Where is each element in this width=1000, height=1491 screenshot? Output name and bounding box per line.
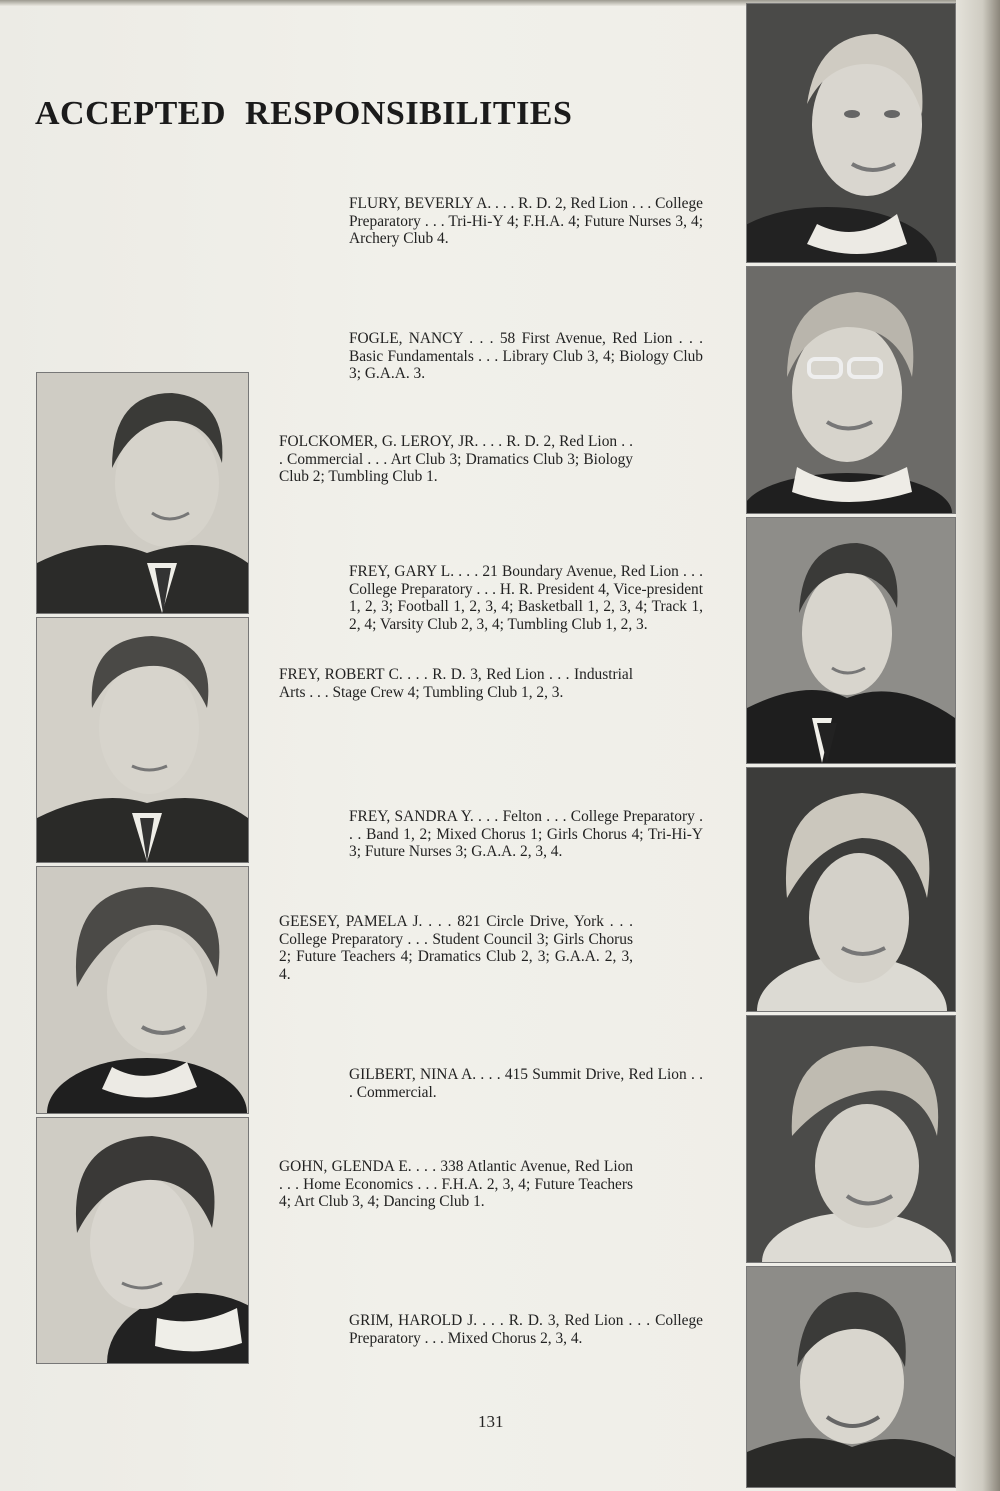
entry-gilbert: GILBERT, NINA A. . . . 415 Summit Drive, Red Lion . . . Commercial. bbox=[349, 1066, 703, 1101]
entry-frey-gary: FREY, GARY L. . . . 21 Boundary Avenue, Red Lion . . . College Preparatory . . . H. R. President 4, Vice-president 1, 2, 3; Football 1, 2, 3, 4; Basketball 1, 2, 3, 4; Track 1, 2, 4; Varsity Club 2, 3, 4; Tumbling Club 1, 2, 3. bbox=[349, 563, 703, 633]
entry-grim: GRIM, HAROLD J. . . . R. D. 3, Red Lion . . . College Preparatory . . . Mixed Chorus 2, 3, 4. bbox=[349, 1312, 703, 1347]
entry-geesey: GEESEY, PAMELA J. . . . 821 Circle Drive, York . . . College Preparatory . . . Student Council 3; Girls Chorus 2; Future Teachers 4; Dramatics Club 2, 3; G.A.A. 2, 3, 4. bbox=[279, 913, 633, 983]
page-heading: ACCEPTED RESPONSIBILITIES bbox=[35, 95, 573, 132]
entry-gohn: GOHN, GLENDA E. . . . 338 Atlantic Avenue, Red Lion . . . Home Economics . . . F.H.A. 2, 3, 4; Future Teachers 4; Art Club 3, 4; Dancing Club 1. bbox=[279, 1158, 633, 1211]
portrait-frey-sandra bbox=[746, 767, 956, 1012]
entry-fogle: FOGLE, NANCY . . . 58 First Avenue, Red Lion . . . Basic Fundamentals . . . Library Club 3, 4; Biology Club 3; G.A.A. 3. bbox=[349, 330, 703, 383]
entry-frey-sandra: FREY, SANDRA Y. . . . Felton . . . College Preparatory . . . Band 1, 2; Mixed Chorus 1; Girls Chorus 4; Tri-Hi-Y 3; Future Nurses 3; G.A.A. 2, 3, 4. bbox=[349, 808, 703, 861]
portrait-frey-gary bbox=[746, 517, 956, 764]
portrait-frey-robert bbox=[36, 617, 249, 863]
entry-folckomer: FOLCKOMER, G. LEROY, JR. . . . R. D. 2, Red Lion . . . Commercial . . . Art Club 3; Dramatics Club 3; Biology Club 2; Tumbling Club 1. bbox=[279, 433, 633, 486]
entry-flury: FLURY, BEVERLY A. . . . R. D. 2, Red Lion . . . College Preparatory . . . Tri-Hi-Y 4; F.H.A. 4; Future Nurses 3, 4; Archery Club 4. bbox=[349, 195, 703, 248]
portrait-flury bbox=[746, 3, 956, 263]
entry-frey-robert: FREY, ROBERT C. . . . R. D. 3, Red Lion . . . Industrial Arts . . . Stage Crew 4; Tumbling Club 1, 2, 3. bbox=[279, 666, 633, 701]
portrait-gohn bbox=[36, 1117, 249, 1364]
portrait-folckomer bbox=[36, 372, 249, 614]
portrait-fogle bbox=[746, 266, 956, 514]
portrait-gilbert bbox=[746, 1015, 956, 1263]
portrait-geesey bbox=[36, 866, 249, 1114]
page-number: 131 bbox=[478, 1412, 504, 1431]
binding-edge bbox=[956, 0, 1000, 1491]
portrait-grim bbox=[746, 1266, 956, 1488]
